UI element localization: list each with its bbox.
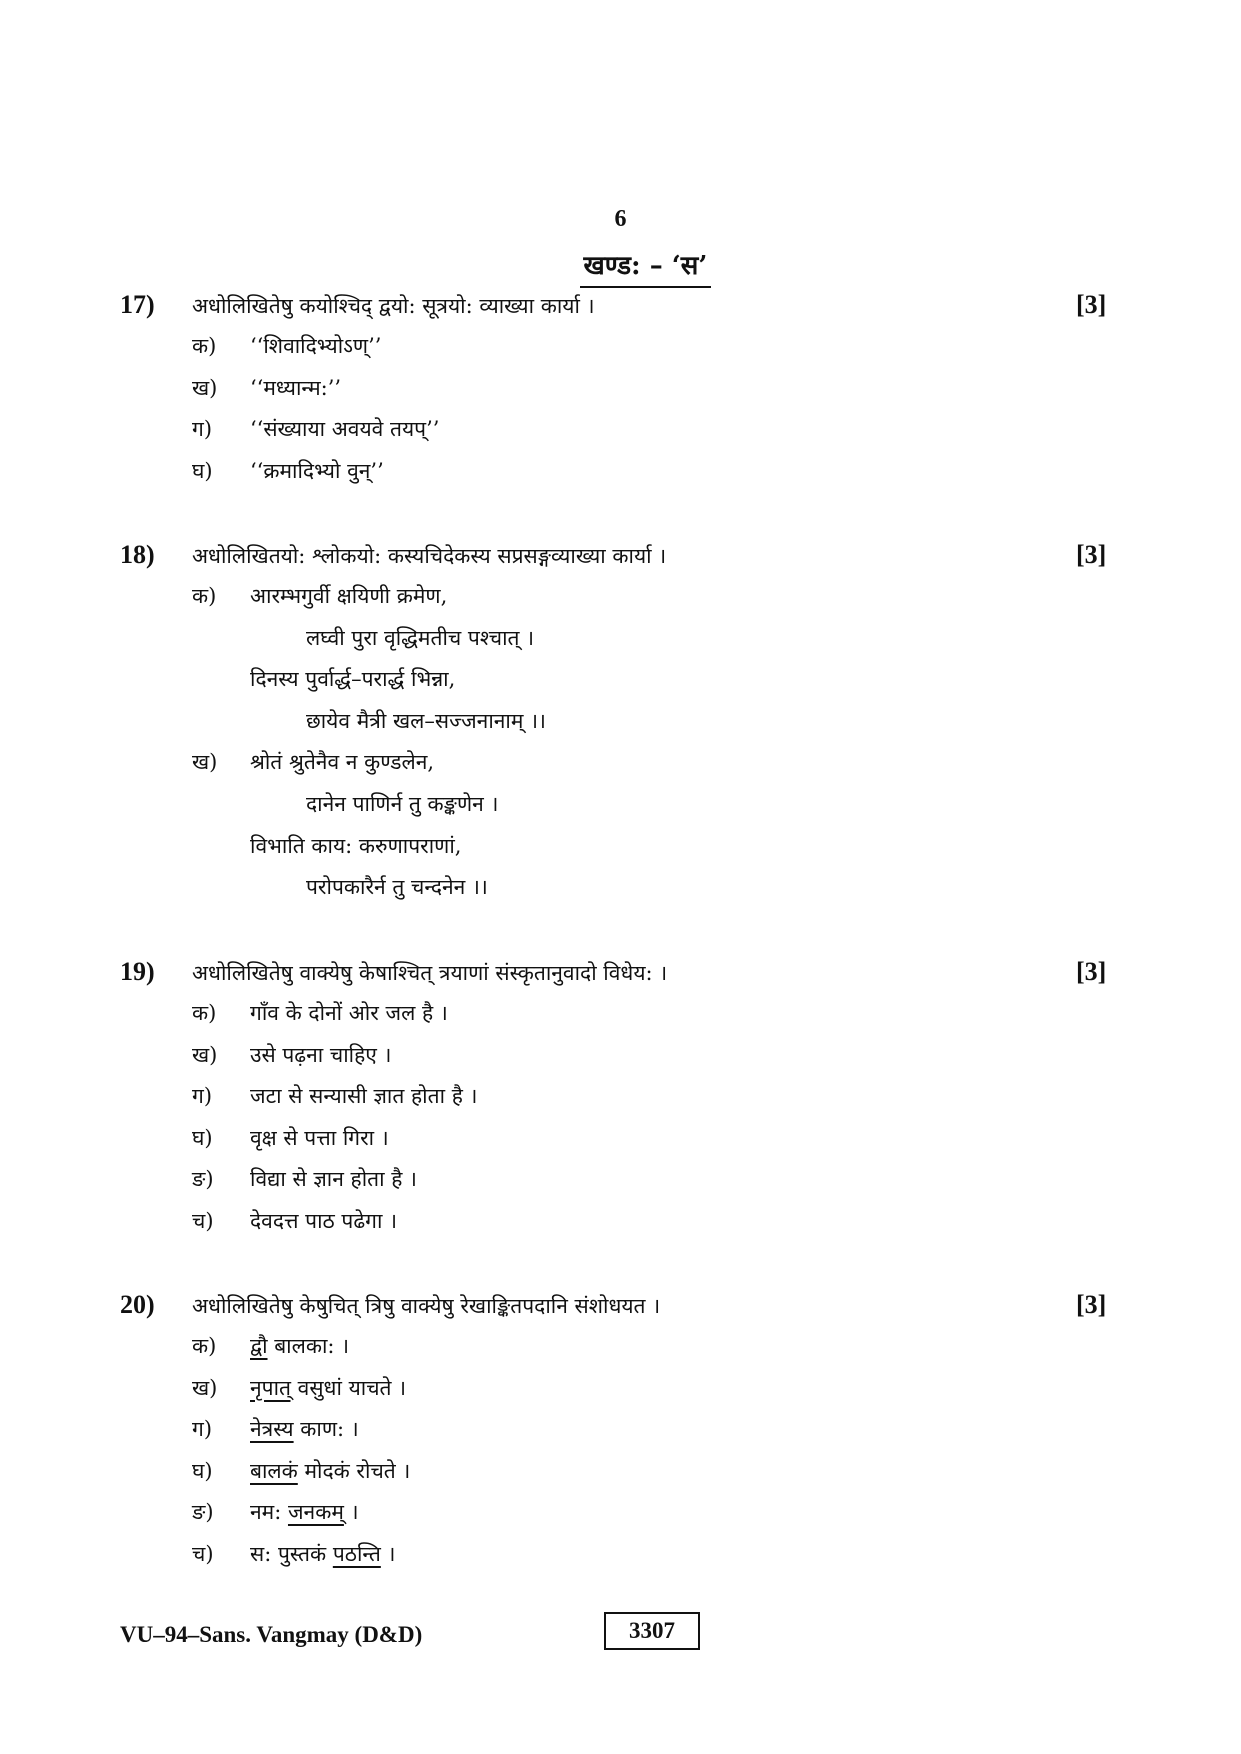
question-header — [0, 290, 1241, 330]
question-number: 17) — [120, 290, 155, 319]
option-rest: । — [343, 1500, 359, 1525]
option-text: ‘‘संख्याया अवयवे तयप्’’ — [250, 417, 440, 442]
verse-line — [0, 746, 1241, 788]
option-rest: काण: । — [293, 1417, 359, 1442]
verse-line — [0, 663, 1241, 705]
option-rest: । — [380, 1541, 396, 1566]
option-text — [250, 1540, 395, 1568]
section-title-text: खण्ड: – ‘स’ — [580, 246, 712, 288]
question-17 — [0, 290, 1241, 496]
option-text — [250, 1415, 359, 1443]
option-text: ‘‘शिवादिभ्योऽण्’’ — [250, 334, 382, 358]
option-label: ख) — [192, 1375, 218, 1400]
question-marks: [3] — [1076, 540, 1107, 569]
option-label: ङ) — [192, 1500, 214, 1525]
question-text: अधोलिखितेषु वाक्येषु केषाश्चित् त्रयाणां संस्कृतानुवादो विधेय: । — [192, 961, 668, 985]
verse-line — [0, 622, 1241, 664]
option — [0, 1080, 1241, 1122]
option — [0, 1496, 1241, 1538]
underlined-word: नृपात् — [250, 1375, 291, 1400]
option-label: क) — [192, 1334, 217, 1358]
paper-code: VU–94–Sans. Vangmay (D&D) — [120, 1622, 423, 1647]
option — [0, 372, 1241, 414]
option-label: घ) — [192, 1458, 213, 1483]
option — [0, 455, 1241, 497]
verse-line-text: दानेन पाणिर्न तु कङ्कणेन । — [306, 791, 499, 816]
verse-label: क) — [192, 584, 217, 608]
option — [0, 1372, 1241, 1414]
option-rest: बालका: । — [267, 1334, 350, 1358]
question-number: 18) — [120, 540, 155, 569]
verse-line — [0, 830, 1241, 872]
option-text — [250, 1374, 406, 1402]
question-20 — [0, 1290, 1241, 1580]
option-label: ग) — [192, 1084, 213, 1109]
question-header — [0, 540, 1241, 580]
verse-line — [0, 871, 1241, 913]
underlined-word: द्वौ — [250, 1334, 268, 1358]
serial-number-box: 3307 — [604, 1612, 700, 1650]
option-label: ग) — [192, 417, 213, 442]
question-text: अधोलिखितेषु कयोश्चिद् द्वयो: सूत्रयो: व्याख्या कार्या । — [192, 294, 595, 318]
option — [0, 997, 1241, 1039]
option-text: गाँव के दोनों ओर जल है । — [250, 1001, 448, 1025]
question-number: 19) — [120, 957, 155, 986]
underlined-word: जनकम् — [287, 1500, 344, 1525]
question-number: 20) — [120, 1290, 155, 1319]
option — [0, 1163, 1241, 1205]
option — [0, 330, 1241, 372]
option — [0, 1538, 1241, 1580]
option-rest: वसुधां याचते । — [291, 1375, 407, 1400]
underlined-word: बालकं — [250, 1458, 298, 1483]
verse-line-text: श्रोतं श्रुतेनैव न कुण्डलेन, — [250, 750, 435, 775]
verse-line-text: लघ्वी पुरा वृद्धिमतीच पश्चात् । — [306, 625, 535, 650]
option-text: देवदत्त पाठ पढेगा । — [250, 1208, 398, 1233]
option-label: ख) — [192, 1042, 218, 1067]
underlined-word: नेत्रस्य — [250, 1417, 294, 1442]
option-rest: मोदकं रोचते । — [297, 1458, 411, 1483]
option-text: विद्या से ज्ञान होता है । — [250, 1167, 418, 1192]
option-text: ‘‘मध्यान्म:’’ — [250, 375, 342, 400]
question-text: अधोलिखितेषु केषुचित् त्रिषु वाक्येषु रेखाङ्कितपदानि संशोधयत । — [192, 1294, 661, 1318]
option — [0, 413, 1241, 455]
option — [0, 1330, 1241, 1372]
option-label: ग) — [192, 1417, 213, 1442]
verse-line — [0, 705, 1241, 747]
page-number: 6 — [614, 206, 627, 232]
option-pre: नम: — [250, 1500, 288, 1525]
verse-line — [0, 788, 1241, 830]
question-18 — [0, 540, 1241, 913]
question-header — [0, 1290, 1241, 1330]
underlined-word: पठन्ति — [332, 1541, 381, 1566]
option-text — [250, 1457, 410, 1485]
option — [0, 1413, 1241, 1455]
verse-line-text: परोपकारैर्न तु चन्दनेन ।। — [306, 875, 488, 900]
verse-line-text: विभाति काय: करुणापराणां, — [250, 833, 462, 858]
verse-line-text: आरम्भगुर्वी क्षयिणी क्रमेण, — [250, 584, 448, 608]
section-title — [0, 246, 1241, 288]
verse-line — [0, 580, 1241, 622]
option-text — [250, 1498, 359, 1526]
verse-ka — [0, 580, 1241, 746]
option-pre: स: पुस्तकं — [250, 1541, 333, 1566]
option-label: घ) — [192, 458, 213, 483]
question-header — [0, 957, 1241, 997]
option-text: ‘‘क्रमादिभ्यो वुन्’’ — [250, 458, 384, 483]
question-marks: [3] — [1076, 290, 1107, 319]
option-label: च) — [192, 1208, 214, 1233]
option — [0, 1455, 1241, 1497]
option-label: क) — [192, 334, 217, 358]
option-text: उसे पढ़ना चाहिए । — [250, 1042, 392, 1067]
option-label: घ) — [192, 1125, 213, 1150]
question-marks: [3] — [1076, 957, 1107, 986]
option-text — [250, 1332, 349, 1360]
verse-line-text: दिनस्य पुर्वार्द्ध–परार्द्ध भिन्ना, — [250, 667, 456, 692]
verse-label: ख) — [192, 750, 218, 775]
option — [0, 1039, 1241, 1081]
question-19 — [0, 957, 1241, 1247]
option-label: क) — [192, 1001, 217, 1025]
option-text: वृक्ष से पत्ता गिरा । — [250, 1125, 389, 1150]
question-text: अधोलिखितयो: श्लोकयो: कस्यचिदेकस्य सप्रसङ्गव्याख्या कार्या । — [192, 544, 667, 568]
option-text: जटा से सन्यासी ज्ञात होता है । — [250, 1084, 478, 1109]
verse-line-text: छायेव मैत्री खल–सज्जनानाम् ।। — [306, 708, 547, 733]
question-marks: [3] — [1076, 1290, 1107, 1319]
option-label: ङ) — [192, 1167, 214, 1192]
option-label: ख) — [192, 375, 218, 400]
option-label: च) — [192, 1541, 214, 1566]
verse-kha — [0, 746, 1241, 912]
option — [0, 1122, 1241, 1164]
option — [0, 1205, 1241, 1247]
